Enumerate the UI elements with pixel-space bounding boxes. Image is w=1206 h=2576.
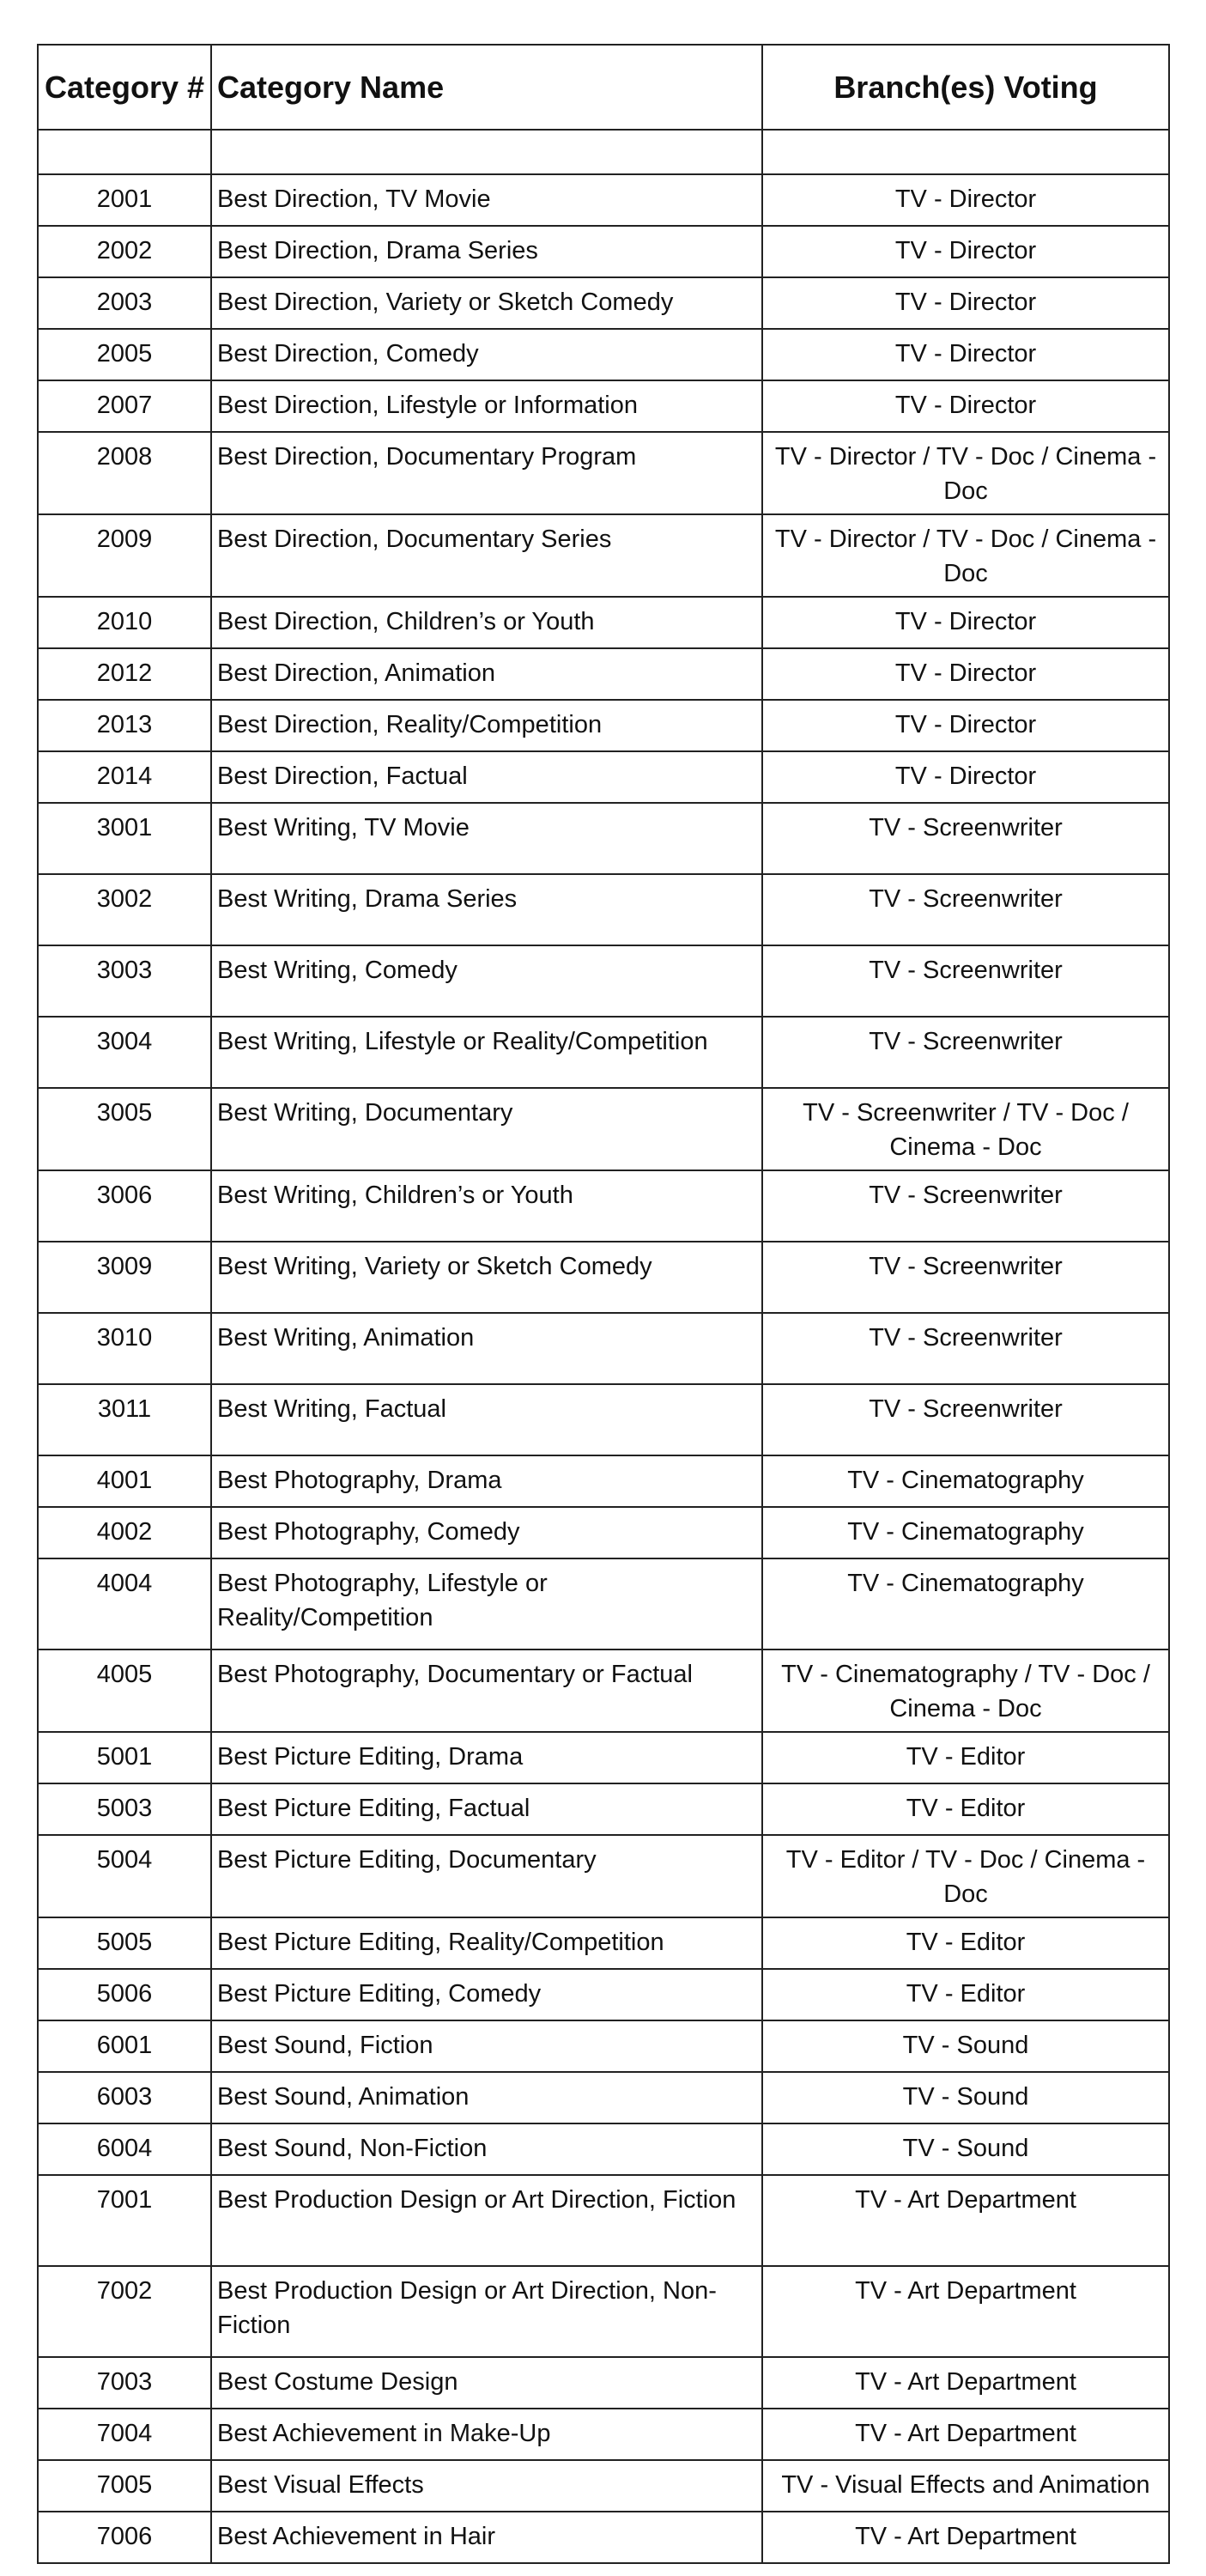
empty-cell [38,130,211,174]
table-row [38,1170,1169,1242]
empty-cell [211,130,762,174]
table-row [38,648,1169,700]
table-row [38,1313,1169,1384]
category-number-cell: 7006 [38,2512,211,2563]
table-row [38,1455,1169,1507]
table-row [38,1384,1169,1455]
branch-voting-cell: TV - Cinematography [762,1558,1169,1649]
branch-voting-cell: TV - Cinematography [762,1507,1169,1558]
category-name-cell: Best Visual Effects [211,2460,762,2512]
category-number-cell: 7003 [38,2357,211,2409]
branch-voting-cell: TV - Sound [762,2123,1169,2175]
category-number-cell: 3011 [38,1384,211,1455]
table-row [38,329,1169,380]
table-row [38,1835,1169,1917]
table-row [38,1088,1169,1170]
table-row [38,1017,1169,1088]
category-number-cell: 5005 [38,1917,211,1969]
category-name-cell: Best Production Design or Art Direction, Fiction [211,2175,762,2266]
table-row [38,1242,1169,1313]
category-number-cell: 2008 [38,432,211,514]
category-name-cell: Best Direction, Documentary Program [211,432,762,514]
category-name-cell: Best Direction, TV Movie [211,174,762,226]
category-number-cell: 5003 [38,1783,211,1835]
branch-voting-cell: TV - Director [762,174,1169,226]
table-row [38,380,1169,432]
category-number-cell: 4001 [38,1455,211,1507]
branch-voting-cell: TV - Director [762,226,1169,277]
category-name-cell: Best Writing, Drama Series [211,874,762,945]
branch-voting-cell: TV - Screenwriter [762,1384,1169,1455]
table-row [38,277,1169,329]
table-row [38,945,1169,1017]
category-name-cell: Best Direction, Lifestyle or Information [211,380,762,432]
table-row [38,751,1169,803]
category-name-cell: Best Photography, Drama [211,1455,762,1507]
category-name-cell: Best Picture Editing, Comedy [211,1969,762,2020]
category-number-cell: 7005 [38,2460,211,2512]
table-row [38,2409,1169,2460]
branch-voting-cell: TV - Editor [762,1969,1169,2020]
category-name-cell: Best Direction, Factual [211,751,762,803]
header-category-name: Category Name [211,45,762,130]
category-number-cell: 3003 [38,945,211,1017]
branch-voting-cell: TV - Art Department [762,2512,1169,2563]
table-row [38,2266,1169,2357]
category-name-cell: Best Writing, Variety or Sketch Comedy [211,1242,762,1313]
table-body [38,130,1169,2563]
table-row [38,2512,1169,2563]
branch-voting-cell: TV - Director / TV - Doc / Cinema - Doc [762,432,1169,514]
category-name-cell: Best Direction, Animation [211,648,762,700]
table-row [38,1917,1169,1969]
categories-table [37,44,1170,2564]
category-name-cell: Best Direction, Drama Series [211,226,762,277]
category-name-cell: Best Sound, Non-Fiction [211,2123,762,2175]
table-row [38,2123,1169,2175]
category-name-cell: Best Writing, TV Movie [211,803,762,874]
category-number-cell: 2009 [38,514,211,597]
branch-voting-cell: TV - Editor [762,1732,1169,1783]
header-category-number: Category # [38,45,211,130]
category-number-cell: 3001 [38,803,211,874]
branch-voting-cell: TV - Screenwriter [762,803,1169,874]
header-branches-voting: Branch(es) Voting [762,45,1169,130]
category-number-cell: 5006 [38,1969,211,2020]
table-row [38,1969,1169,2020]
category-name-cell: Best Writing, Children’s or Youth [211,1170,762,1242]
category-name-cell: Best Photography, Lifestyle or Reality/Competition [211,1558,762,1649]
table-row [38,432,1169,514]
branch-voting-cell: TV - Director [762,380,1169,432]
header-row [38,45,1169,130]
branch-voting-cell: TV - Screenwriter [762,1242,1169,1313]
table-row [38,1558,1169,1649]
branch-voting-cell: TV - Art Department [762,2175,1169,2266]
category-number-cell: 3010 [38,1313,211,1384]
table-row [38,514,1169,597]
branch-voting-cell: TV - Director / TV - Doc / Cinema - Doc [762,514,1169,597]
category-number-cell: 7002 [38,2266,211,2357]
category-number-cell: 4005 [38,1649,211,1732]
branch-voting-cell: TV - Editor [762,1783,1169,1835]
branch-voting-cell: TV - Screenwriter [762,1313,1169,1384]
branch-voting-cell: TV - Director [762,329,1169,380]
category-number-cell: 2014 [38,751,211,803]
category-name-cell: Best Writing, Comedy [211,945,762,1017]
category-name-cell: Best Direction, Reality/Competition [211,700,762,751]
branch-voting-cell: TV - Director [762,648,1169,700]
category-number-cell: 3005 [38,1088,211,1170]
category-number-cell: 3004 [38,1017,211,1088]
empty-cell [762,130,1169,174]
branch-voting-cell: TV - Screenwriter / TV - Doc / Cinema - Doc [762,1088,1169,1170]
branch-voting-cell: TV - Director [762,277,1169,329]
category-number-cell: 3009 [38,1242,211,1313]
category-name-cell: Best Photography, Documentary or Factual [211,1649,762,1732]
category-number-cell: 3006 [38,1170,211,1242]
category-number-cell: 4004 [38,1558,211,1649]
category-name-cell: Best Writing, Lifestyle or Reality/Competition [211,1017,762,1088]
category-name-cell: Best Picture Editing, Factual [211,1783,762,1835]
table-row [38,700,1169,751]
category-number-cell: 6004 [38,2123,211,2175]
branch-voting-cell: TV - Director [762,751,1169,803]
category-name-cell: Best Picture Editing, Drama [211,1732,762,1783]
empty-row [38,130,1169,174]
category-name-cell: Best Direction, Variety or Sketch Comedy [211,277,762,329]
branch-voting-cell: TV - Editor [762,1917,1169,1969]
table-row [38,2175,1169,2266]
category-number-cell: 3002 [38,874,211,945]
branch-voting-cell: TV - Screenwriter [762,945,1169,1017]
category-number-cell: 6003 [38,2072,211,2123]
category-number-cell: 2010 [38,597,211,648]
category-number-cell: 7004 [38,2409,211,2460]
category-number-cell: 2002 [38,226,211,277]
category-number-cell: 7001 [38,2175,211,2266]
category-name-cell: Best Picture Editing, Documentary [211,1835,762,1917]
table-row [38,1507,1169,1558]
category-name-cell: Best Direction, Children’s or Youth [211,597,762,648]
table-row [38,2357,1169,2409]
category-name-cell: Best Photography, Comedy [211,1507,762,1558]
table-row [38,1732,1169,1783]
category-number-cell: 6001 [38,2020,211,2072]
table-row [38,2460,1169,2512]
table-row [38,2072,1169,2123]
category-name-cell: Best Writing, Animation [211,1313,762,1384]
branch-voting-cell: TV - Art Department [762,2266,1169,2357]
category-name-cell: Best Achievement in Make-Up [211,2409,762,2460]
table-row [38,597,1169,648]
category-name-cell: Best Sound, Animation [211,2072,762,2123]
category-name-cell: Best Writing, Factual [211,1384,762,1455]
category-name-cell: Best Direction, Documentary Series [211,514,762,597]
category-number-cell: 2005 [38,329,211,380]
table-row [38,174,1169,226]
branch-voting-cell: TV - Sound [762,2072,1169,2123]
category-number-cell: 2007 [38,380,211,432]
category-name-cell: Best Achievement in Hair [211,2512,762,2563]
branch-voting-cell: TV - Screenwriter [762,1170,1169,1242]
category-number-cell: 4002 [38,1507,211,1558]
branch-voting-cell: TV - Screenwriter [762,1017,1169,1088]
branch-voting-cell: TV - Cinematography [762,1455,1169,1507]
category-name-cell: Best Sound, Fiction [211,2020,762,2072]
branch-voting-cell: TV - Sound [762,2020,1169,2072]
branch-voting-cell: TV - Screenwriter [762,874,1169,945]
category-number-cell: 2003 [38,277,211,329]
branch-voting-cell: TV - Visual Effects and Animation [762,2460,1169,2512]
category-number-cell: 2012 [38,648,211,700]
category-name-cell: Best Picture Editing, Reality/Competition [211,1917,762,1969]
table-row [38,803,1169,874]
table-row [38,2020,1169,2072]
branch-voting-cell: TV - Cinematography / TV - Doc / Cinema - Doc [762,1649,1169,1732]
category-name-cell: Best Costume Design [211,2357,762,2409]
branch-voting-cell: TV - Director [762,597,1169,648]
branch-voting-cell: TV - Art Department [762,2409,1169,2460]
category-number-cell: 5004 [38,1835,211,1917]
table-row [38,874,1169,945]
category-name-cell: Best Production Design or Art Direction, Non-Fiction [211,2266,762,2357]
category-number-cell: 5001 [38,1732,211,1783]
category-name-cell: Best Writing, Documentary [211,1088,762,1170]
category-name-cell: Best Direction, Comedy [211,329,762,380]
category-number-cell: 2001 [38,174,211,226]
branch-voting-cell: TV - Art Department [762,2357,1169,2409]
table-row [38,1649,1169,1732]
branch-voting-cell: TV - Editor / TV - Doc / Cinema - Doc [762,1835,1169,1917]
category-number-cell: 2013 [38,700,211,751]
table-row [38,226,1169,277]
branch-voting-cell: TV - Director [762,700,1169,751]
table-row [38,1783,1169,1835]
